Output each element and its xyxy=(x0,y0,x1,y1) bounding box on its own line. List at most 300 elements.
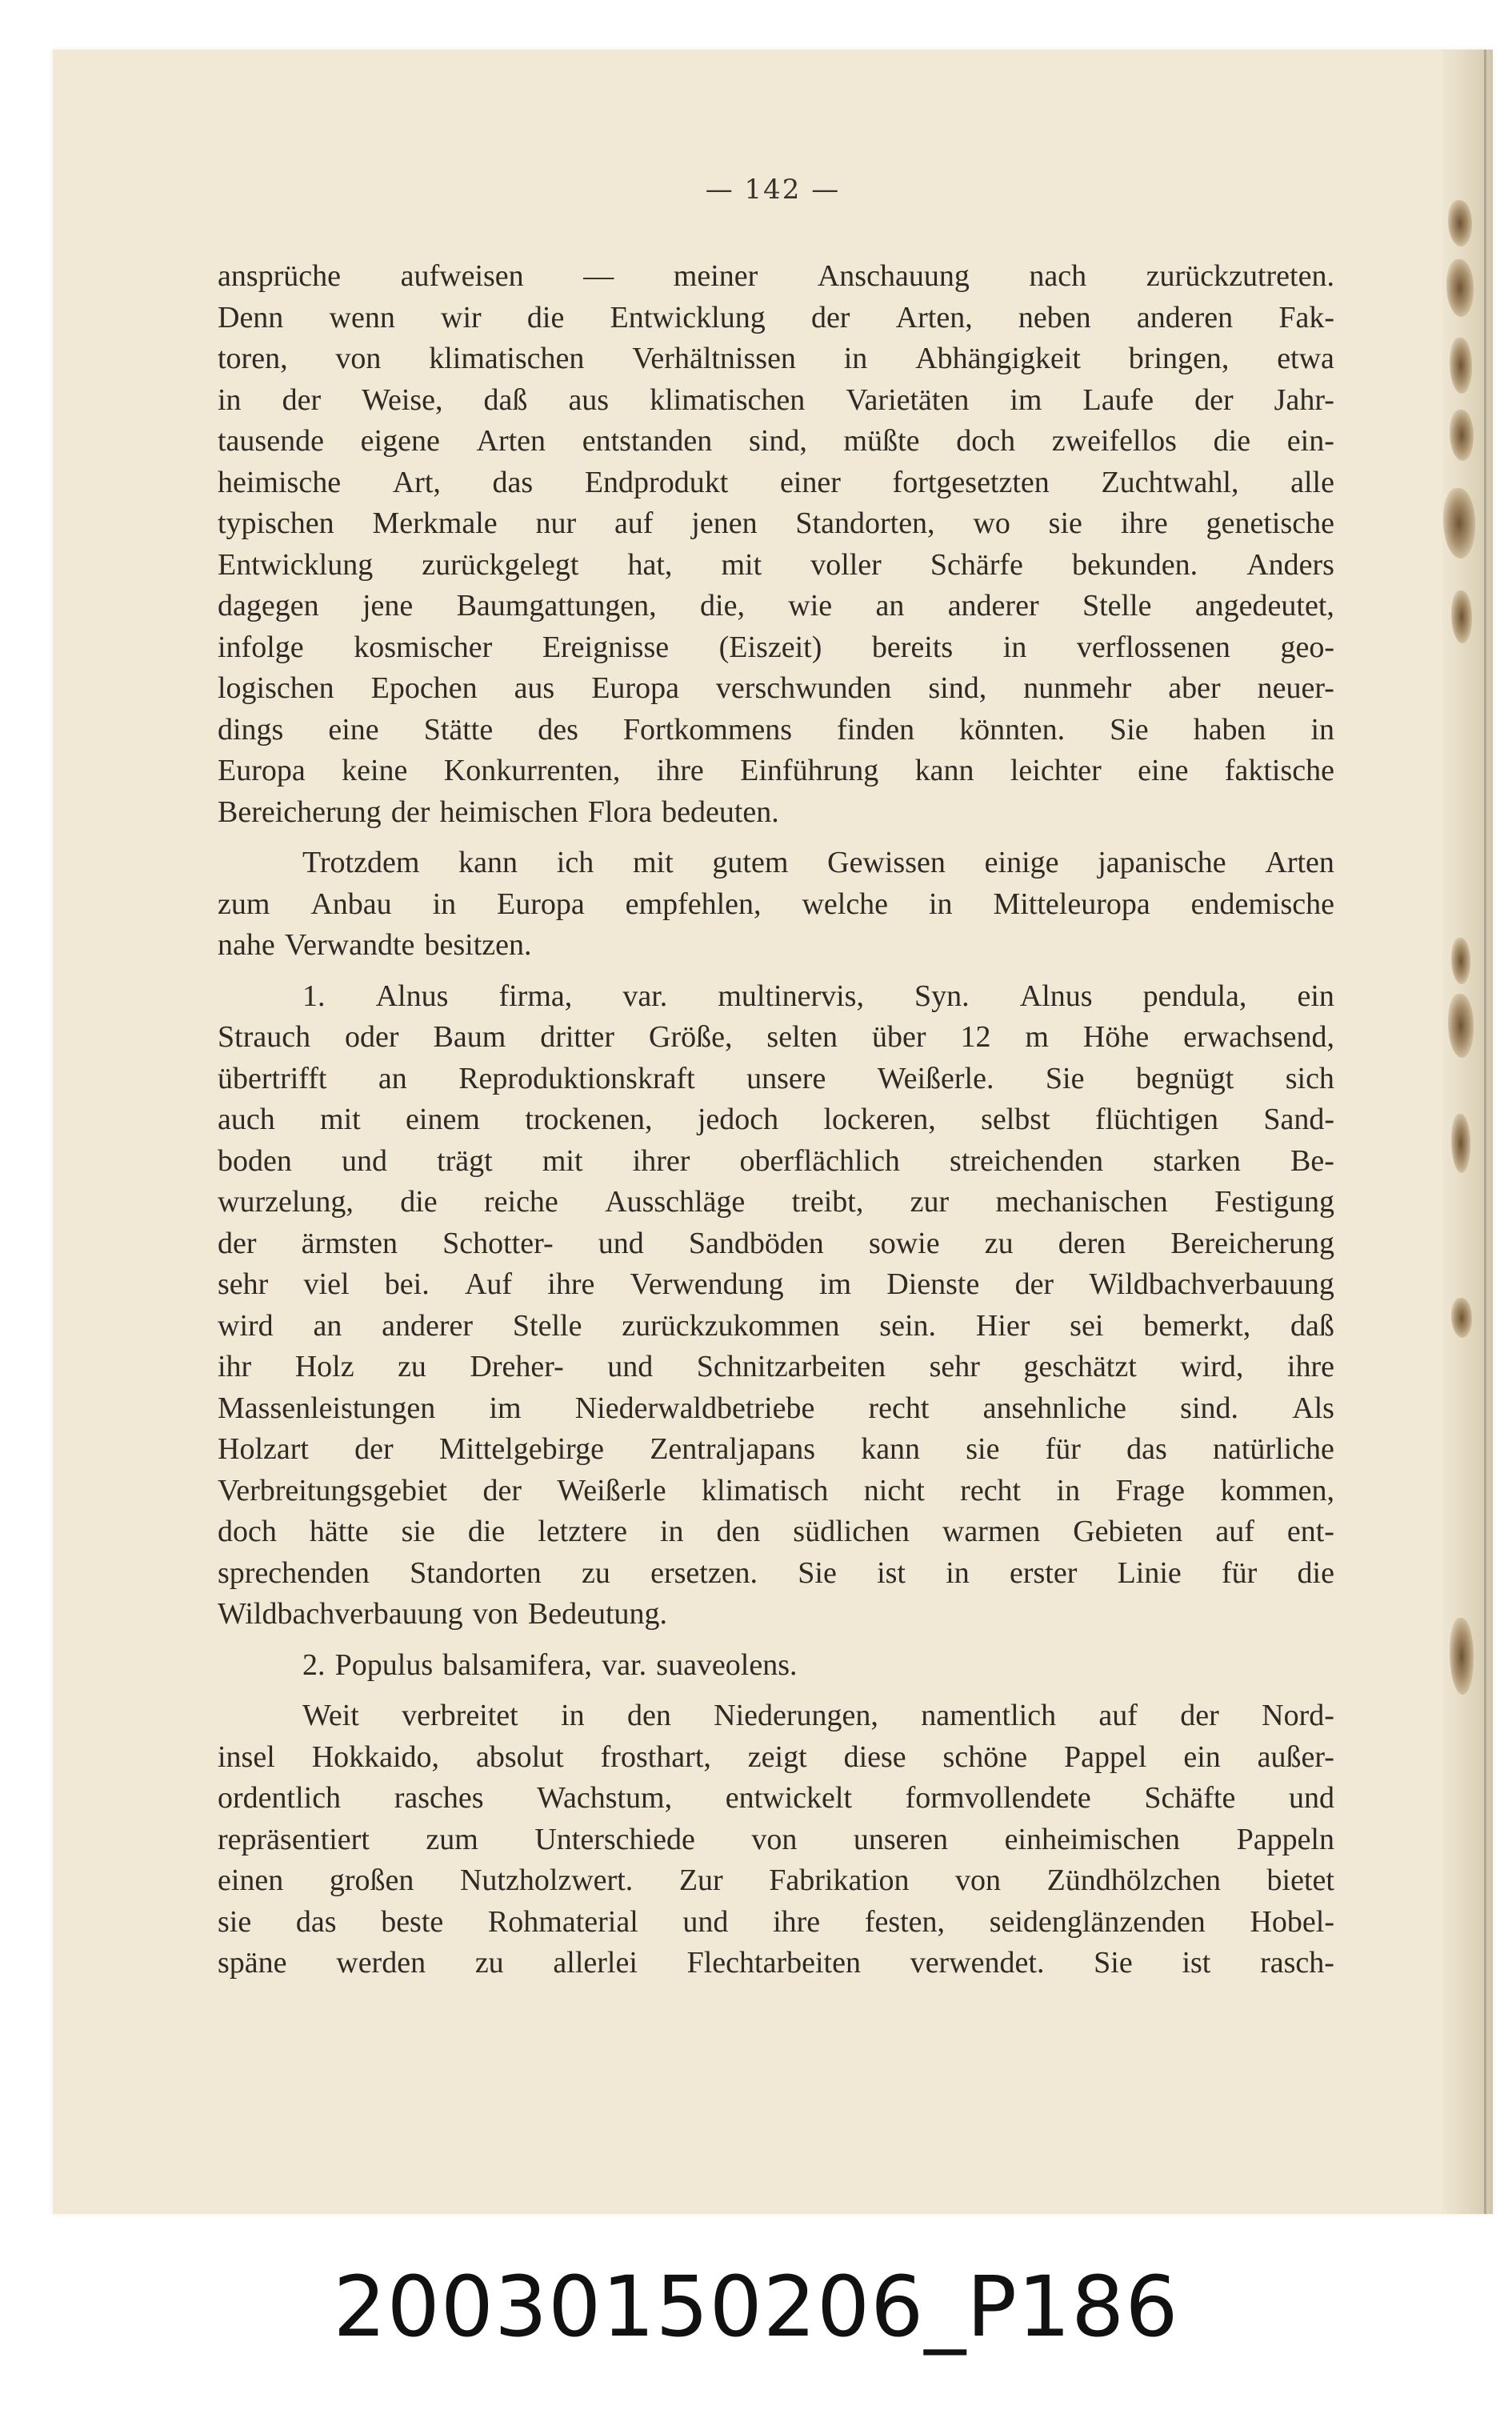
word: geschätzt xyxy=(1023,1350,1137,1383)
word: jedoch xyxy=(697,1103,779,1136)
paragraph-gap xyxy=(218,967,1334,976)
word: Arten xyxy=(476,424,546,458)
word: entstanden xyxy=(582,424,713,458)
word: Hier xyxy=(975,1308,1030,1343)
word: streichenden xyxy=(950,1143,1104,1178)
word: Europa xyxy=(591,671,679,705)
word: natürliche xyxy=(1213,1432,1334,1466)
word: Stätte xyxy=(423,712,494,747)
word: von xyxy=(955,1864,1002,1897)
word: Anbau xyxy=(310,887,392,921)
word: (Eiszeit) xyxy=(718,630,822,664)
word: bekunden. xyxy=(1071,547,1198,582)
word: infolge xyxy=(218,630,304,664)
word: japanische xyxy=(1098,846,1226,879)
word: Größe, xyxy=(649,1020,733,1054)
word: bedeuten. xyxy=(662,795,779,829)
text-line xyxy=(218,380,1334,422)
stain-mark xyxy=(1451,1114,1470,1173)
word: einem xyxy=(406,1103,480,1136)
word: recht xyxy=(868,1391,930,1425)
word: Epochen xyxy=(370,671,478,705)
word: hätte xyxy=(309,1515,369,1548)
word: selten xyxy=(766,1020,838,1054)
text-line xyxy=(218,1059,1334,1100)
word: ärmsten xyxy=(301,1226,398,1260)
word: begnügt xyxy=(1135,1061,1234,1095)
word: der xyxy=(354,1432,394,1466)
word: Ausschläge xyxy=(605,1185,746,1219)
word: hat, xyxy=(627,547,673,582)
word: wurzelung, xyxy=(218,1185,354,1219)
word: Konkurrenten, xyxy=(443,754,621,787)
word: Holzart xyxy=(218,1432,309,1466)
word: Europa xyxy=(218,754,306,787)
word: Bereicherung xyxy=(1170,1226,1334,1260)
word: verflossenen xyxy=(1076,630,1230,664)
text-line xyxy=(218,545,1334,586)
word: ordentlich xyxy=(218,1781,342,1815)
word: sprechenden xyxy=(218,1555,370,1590)
word: südlichen xyxy=(793,1515,910,1548)
text-line xyxy=(218,1645,1334,1687)
word: faktische xyxy=(1224,754,1334,787)
word: in xyxy=(561,1699,585,1732)
word: Verhältnissen xyxy=(632,342,796,375)
word: und xyxy=(1289,1781,1334,1815)
word: allerlei xyxy=(553,1946,638,1980)
word: Ereignisse xyxy=(542,630,670,664)
word: aber xyxy=(1168,671,1221,705)
word: den xyxy=(716,1515,761,1548)
word: treibt, xyxy=(791,1185,864,1219)
word: sich xyxy=(1285,1061,1334,1095)
word: Be- xyxy=(1290,1143,1334,1178)
word: firma, xyxy=(498,979,573,1013)
word: alle xyxy=(1290,465,1334,499)
word: sie xyxy=(401,1515,435,1548)
word: recht xyxy=(960,1473,1022,1507)
text-line xyxy=(218,751,1334,792)
word: unsere xyxy=(746,1061,826,1095)
word: zweifellos xyxy=(1051,424,1177,458)
word: Gebieten xyxy=(1073,1515,1183,1548)
word: seidenglänzenden xyxy=(989,1904,1206,1939)
word: entwickelt xyxy=(725,1781,853,1815)
word: mit xyxy=(320,1103,361,1136)
word: in xyxy=(218,382,242,417)
word: bietet xyxy=(1266,1864,1334,1897)
word: starken xyxy=(1153,1143,1241,1178)
paragraph-gap xyxy=(218,833,1334,843)
text-line xyxy=(218,1471,1334,1512)
word: Nutzholzwert. xyxy=(459,1864,634,1897)
word: erster xyxy=(1009,1555,1078,1590)
word: Anschauung xyxy=(817,259,970,293)
word: warmen xyxy=(942,1515,1041,1548)
word: die xyxy=(467,1515,506,1548)
text-line xyxy=(218,1429,1334,1471)
word: Sandböden xyxy=(688,1226,824,1260)
word: Sie xyxy=(1110,712,1149,747)
word: Fortkommens xyxy=(622,712,793,747)
word: Trotzdem xyxy=(302,846,420,879)
word: sind, xyxy=(928,671,987,705)
word: ein xyxy=(1183,1739,1221,1774)
word: Denn xyxy=(218,300,284,334)
word: formvollendete xyxy=(905,1781,1091,1815)
word: suaveolens. xyxy=(656,1647,798,1682)
word: oberflächlich xyxy=(739,1143,900,1178)
word: über xyxy=(871,1020,926,1054)
text-line xyxy=(218,668,1334,710)
word: endemische xyxy=(1190,887,1334,921)
word: Zentraljapans xyxy=(650,1432,815,1466)
word: frosthart, xyxy=(600,1739,711,1774)
word: ich xyxy=(556,846,594,879)
text-line xyxy=(218,1347,1334,1388)
word: ihre xyxy=(547,1267,595,1301)
word: wird, xyxy=(1180,1350,1244,1383)
word: ihre xyxy=(773,1904,821,1939)
word: Zündhölzchen xyxy=(1046,1864,1221,1897)
text-line xyxy=(218,1511,1334,1553)
word: Pappel xyxy=(1063,1739,1147,1774)
word: einige xyxy=(984,846,1059,879)
word: sie xyxy=(1048,506,1082,540)
text-line xyxy=(218,1223,1334,1265)
binding-edge xyxy=(1484,50,1486,2214)
word: wo xyxy=(973,506,1010,540)
word: Gewissen xyxy=(827,846,946,879)
word: Weißerle. xyxy=(877,1061,994,1095)
word: des xyxy=(538,712,578,747)
word: Wildbachverbauung xyxy=(1089,1267,1334,1301)
text-line xyxy=(218,1594,1334,1635)
word: Stelle xyxy=(1082,589,1152,623)
word: welche xyxy=(802,887,889,921)
stain-mark xyxy=(1448,200,1472,246)
text-line xyxy=(218,1182,1334,1223)
word: das xyxy=(492,465,534,499)
word: balsamifera, xyxy=(442,1647,593,1682)
word: in xyxy=(1310,712,1334,747)
word: an xyxy=(378,1061,407,1095)
word: und xyxy=(598,1226,644,1260)
word: mit xyxy=(542,1143,583,1178)
word: ent- xyxy=(1286,1515,1334,1548)
word: daß xyxy=(1290,1308,1334,1343)
word: viel xyxy=(303,1267,350,1301)
word: Niederwaldbetriebe xyxy=(574,1391,815,1425)
word: anderer xyxy=(382,1308,474,1343)
word: meiner xyxy=(673,259,758,293)
word: im xyxy=(1010,382,1042,417)
word: in xyxy=(659,1515,684,1548)
word: flüchtigen xyxy=(1094,1103,1219,1136)
word: Verwandte xyxy=(284,928,415,962)
text-line xyxy=(218,1553,1334,1595)
word: var. xyxy=(602,1647,647,1682)
word: anderen xyxy=(1136,300,1234,334)
page-number: — 142 — xyxy=(705,174,841,206)
word: der xyxy=(810,300,850,334)
text-line xyxy=(218,976,1334,1018)
word: wir xyxy=(441,300,482,334)
word: zurückgelegt xyxy=(422,547,579,582)
word: Jahr- xyxy=(1274,382,1334,417)
word: Schäfte xyxy=(1144,1781,1236,1815)
word: im xyxy=(489,1391,522,1425)
word: von xyxy=(335,342,382,375)
word: sie xyxy=(966,1432,1000,1466)
word: jenen xyxy=(691,506,758,540)
word: zu xyxy=(398,1350,426,1383)
word: der xyxy=(1014,1267,1054,1301)
text-line xyxy=(218,1778,1334,1820)
word: die xyxy=(1213,424,1251,458)
paragraph xyxy=(218,843,1334,967)
word: sehr xyxy=(929,1350,980,1383)
word: Arten xyxy=(1265,846,1334,879)
word: Verbreitungsgebiet xyxy=(218,1473,448,1507)
word: Fak- xyxy=(1278,300,1334,334)
word: Flora xyxy=(587,795,652,829)
word: Anders xyxy=(1246,547,1334,582)
stain-mark xyxy=(1448,994,1474,1058)
word: Nord- xyxy=(1262,1699,1334,1732)
word: auf xyxy=(614,506,654,540)
text-line xyxy=(218,421,1334,462)
word: Weißerle xyxy=(557,1473,666,1507)
word: 12 xyxy=(960,1020,991,1054)
word: fortgesetzten xyxy=(892,465,1050,499)
text-line xyxy=(218,298,1334,339)
word: nunmehr xyxy=(1023,671,1132,705)
word: zur xyxy=(910,1185,950,1219)
stain-mark xyxy=(1451,1298,1472,1338)
word: tausende xyxy=(218,424,324,458)
word: der xyxy=(1180,1699,1219,1732)
word: Bedeutung. xyxy=(527,1597,668,1631)
word: einen xyxy=(218,1864,284,1897)
word: sei xyxy=(1070,1308,1104,1343)
word: aus xyxy=(514,671,555,705)
word: Entwicklung xyxy=(610,300,766,334)
word: wie xyxy=(788,589,833,623)
text-line xyxy=(218,925,1334,967)
paragraph xyxy=(218,256,1334,833)
word: Weise, xyxy=(362,382,443,417)
word: zum xyxy=(218,887,270,921)
word: mit xyxy=(721,547,762,582)
word: nur xyxy=(535,506,577,540)
word: letztere xyxy=(538,1515,627,1548)
word: Wildbachverbauung xyxy=(218,1597,463,1631)
text-line xyxy=(218,462,1334,504)
word: leichter xyxy=(1010,754,1102,787)
text-line xyxy=(218,1902,1334,1944)
word: Standorten xyxy=(410,1555,542,1590)
word: m xyxy=(1025,1020,1049,1054)
word: dings xyxy=(218,712,284,747)
word: Arten, xyxy=(895,300,973,334)
word: geo- xyxy=(1280,630,1334,664)
word: ihre xyxy=(1120,506,1168,540)
word: ihre xyxy=(1286,1350,1334,1383)
word: oder xyxy=(345,1020,399,1054)
text-line xyxy=(218,256,1334,298)
word: kann xyxy=(861,1432,921,1466)
word: verwendet. xyxy=(910,1946,1045,1980)
scan-id-label: 20030150206_P186 xyxy=(333,2258,1179,2356)
word: das xyxy=(295,1904,337,1939)
word: eigene xyxy=(360,424,440,458)
text-line xyxy=(218,1099,1334,1141)
word: der xyxy=(218,1226,257,1260)
word: an xyxy=(875,589,905,623)
word: in xyxy=(843,342,868,375)
word: Sie xyxy=(1045,1061,1085,1095)
word: die, xyxy=(700,589,745,623)
word: 2. xyxy=(302,1647,326,1682)
word: Europa xyxy=(497,887,585,921)
word: empfehlen, xyxy=(625,887,762,921)
word: müßte xyxy=(843,424,920,458)
word: rasches xyxy=(394,1781,484,1815)
stain-mark xyxy=(1446,259,1474,317)
stain-mark xyxy=(1450,410,1474,461)
word: haben xyxy=(1193,712,1266,747)
word: die xyxy=(400,1185,438,1219)
word: Bereicherung xyxy=(218,795,382,829)
word: Wachstum, xyxy=(537,1781,673,1815)
word: kosmischer xyxy=(354,630,493,664)
word: Frage xyxy=(1115,1473,1186,1507)
word: Schotter- xyxy=(442,1226,554,1260)
word: ist xyxy=(877,1555,906,1590)
word: logischen xyxy=(218,671,334,705)
text-line xyxy=(218,1695,1334,1737)
word: rasch- xyxy=(1260,1946,1334,1980)
body-text xyxy=(218,256,1334,1984)
word: verbreitet xyxy=(402,1699,518,1732)
word: Entwicklung xyxy=(218,547,374,582)
word: sind. xyxy=(1180,1391,1239,1425)
stain-mark xyxy=(1443,488,1475,558)
word: Massenleistungen xyxy=(218,1391,436,1425)
word: für xyxy=(1222,1555,1258,1590)
word: schöne xyxy=(942,1739,1028,1774)
text-line xyxy=(218,1264,1334,1306)
word: neben xyxy=(1018,300,1091,334)
paragraph xyxy=(218,1695,1334,1984)
word: Zuchtwahl, xyxy=(1101,465,1239,499)
word: ihre xyxy=(656,754,704,787)
word: finden xyxy=(837,712,915,747)
word: in xyxy=(1056,1473,1081,1507)
word: Sand- xyxy=(1263,1103,1334,1136)
word: Auf xyxy=(464,1267,513,1301)
word: Alnus xyxy=(375,979,449,1013)
word: doch xyxy=(218,1515,277,1548)
word: von xyxy=(472,1597,518,1631)
text-line xyxy=(218,1860,1334,1902)
word: Verwendung xyxy=(630,1267,784,1301)
word: besitzen. xyxy=(424,928,532,962)
word: ersetzen. xyxy=(650,1555,758,1590)
word: deren xyxy=(1058,1226,1126,1260)
word: mit xyxy=(632,846,674,879)
word: aus xyxy=(568,382,610,417)
paragraph-gap xyxy=(218,1635,1334,1645)
word: sowie xyxy=(868,1226,940,1260)
word: erwachsend, xyxy=(1183,1020,1334,1054)
word: typischen xyxy=(218,506,334,540)
paragraph xyxy=(218,976,1334,1635)
word: auch xyxy=(218,1103,275,1136)
word: Strauch xyxy=(218,1020,311,1054)
text-line xyxy=(218,1017,1334,1059)
word: ihr xyxy=(218,1350,252,1383)
word: Zur xyxy=(678,1864,723,1897)
book-page xyxy=(53,50,1493,2214)
word: Varietäten xyxy=(846,382,970,417)
text-line xyxy=(218,1306,1334,1347)
word: festen, xyxy=(864,1904,946,1939)
word: sein. xyxy=(879,1308,937,1343)
word: die xyxy=(1297,1555,1334,1590)
text-line xyxy=(218,792,1334,834)
word: einer xyxy=(779,465,841,499)
word: einheimischen xyxy=(1004,1822,1181,1856)
word: jene xyxy=(362,589,414,623)
word: sie xyxy=(218,1904,252,1939)
word: außer- xyxy=(1257,1739,1334,1774)
word: nahe xyxy=(218,928,275,962)
word: ein- xyxy=(1286,424,1334,458)
word: bereits xyxy=(871,630,954,664)
word: klimatisch xyxy=(702,1473,829,1507)
word: Syn. xyxy=(914,979,970,1013)
word: absolut xyxy=(475,1739,564,1774)
word: Stelle xyxy=(512,1308,582,1343)
word: ansehnliche xyxy=(982,1391,1126,1425)
word: an xyxy=(313,1308,342,1343)
word: Holz xyxy=(294,1350,354,1383)
stain-mark xyxy=(1450,1618,1474,1695)
text-line xyxy=(218,884,1334,926)
word: klimatischen xyxy=(429,342,585,375)
word: Laufe xyxy=(1082,382,1154,417)
word: Reproduktionskraft xyxy=(458,1061,695,1095)
word: unseren xyxy=(853,1822,949,1856)
word: Einführung xyxy=(740,754,879,787)
word: Rohmaterial xyxy=(487,1904,638,1939)
word: der xyxy=(282,382,322,417)
word: großen xyxy=(329,1864,414,1897)
word: heimischen xyxy=(439,795,578,829)
word: beste xyxy=(381,1904,444,1939)
stain-mark xyxy=(1451,590,1472,643)
word: nicht xyxy=(863,1473,925,1507)
text-line xyxy=(218,843,1334,884)
word: Als xyxy=(1292,1391,1334,1425)
word: von xyxy=(751,1822,798,1856)
word: in xyxy=(928,887,953,921)
word: Unterschiede xyxy=(534,1822,695,1856)
word: daß xyxy=(483,382,528,417)
